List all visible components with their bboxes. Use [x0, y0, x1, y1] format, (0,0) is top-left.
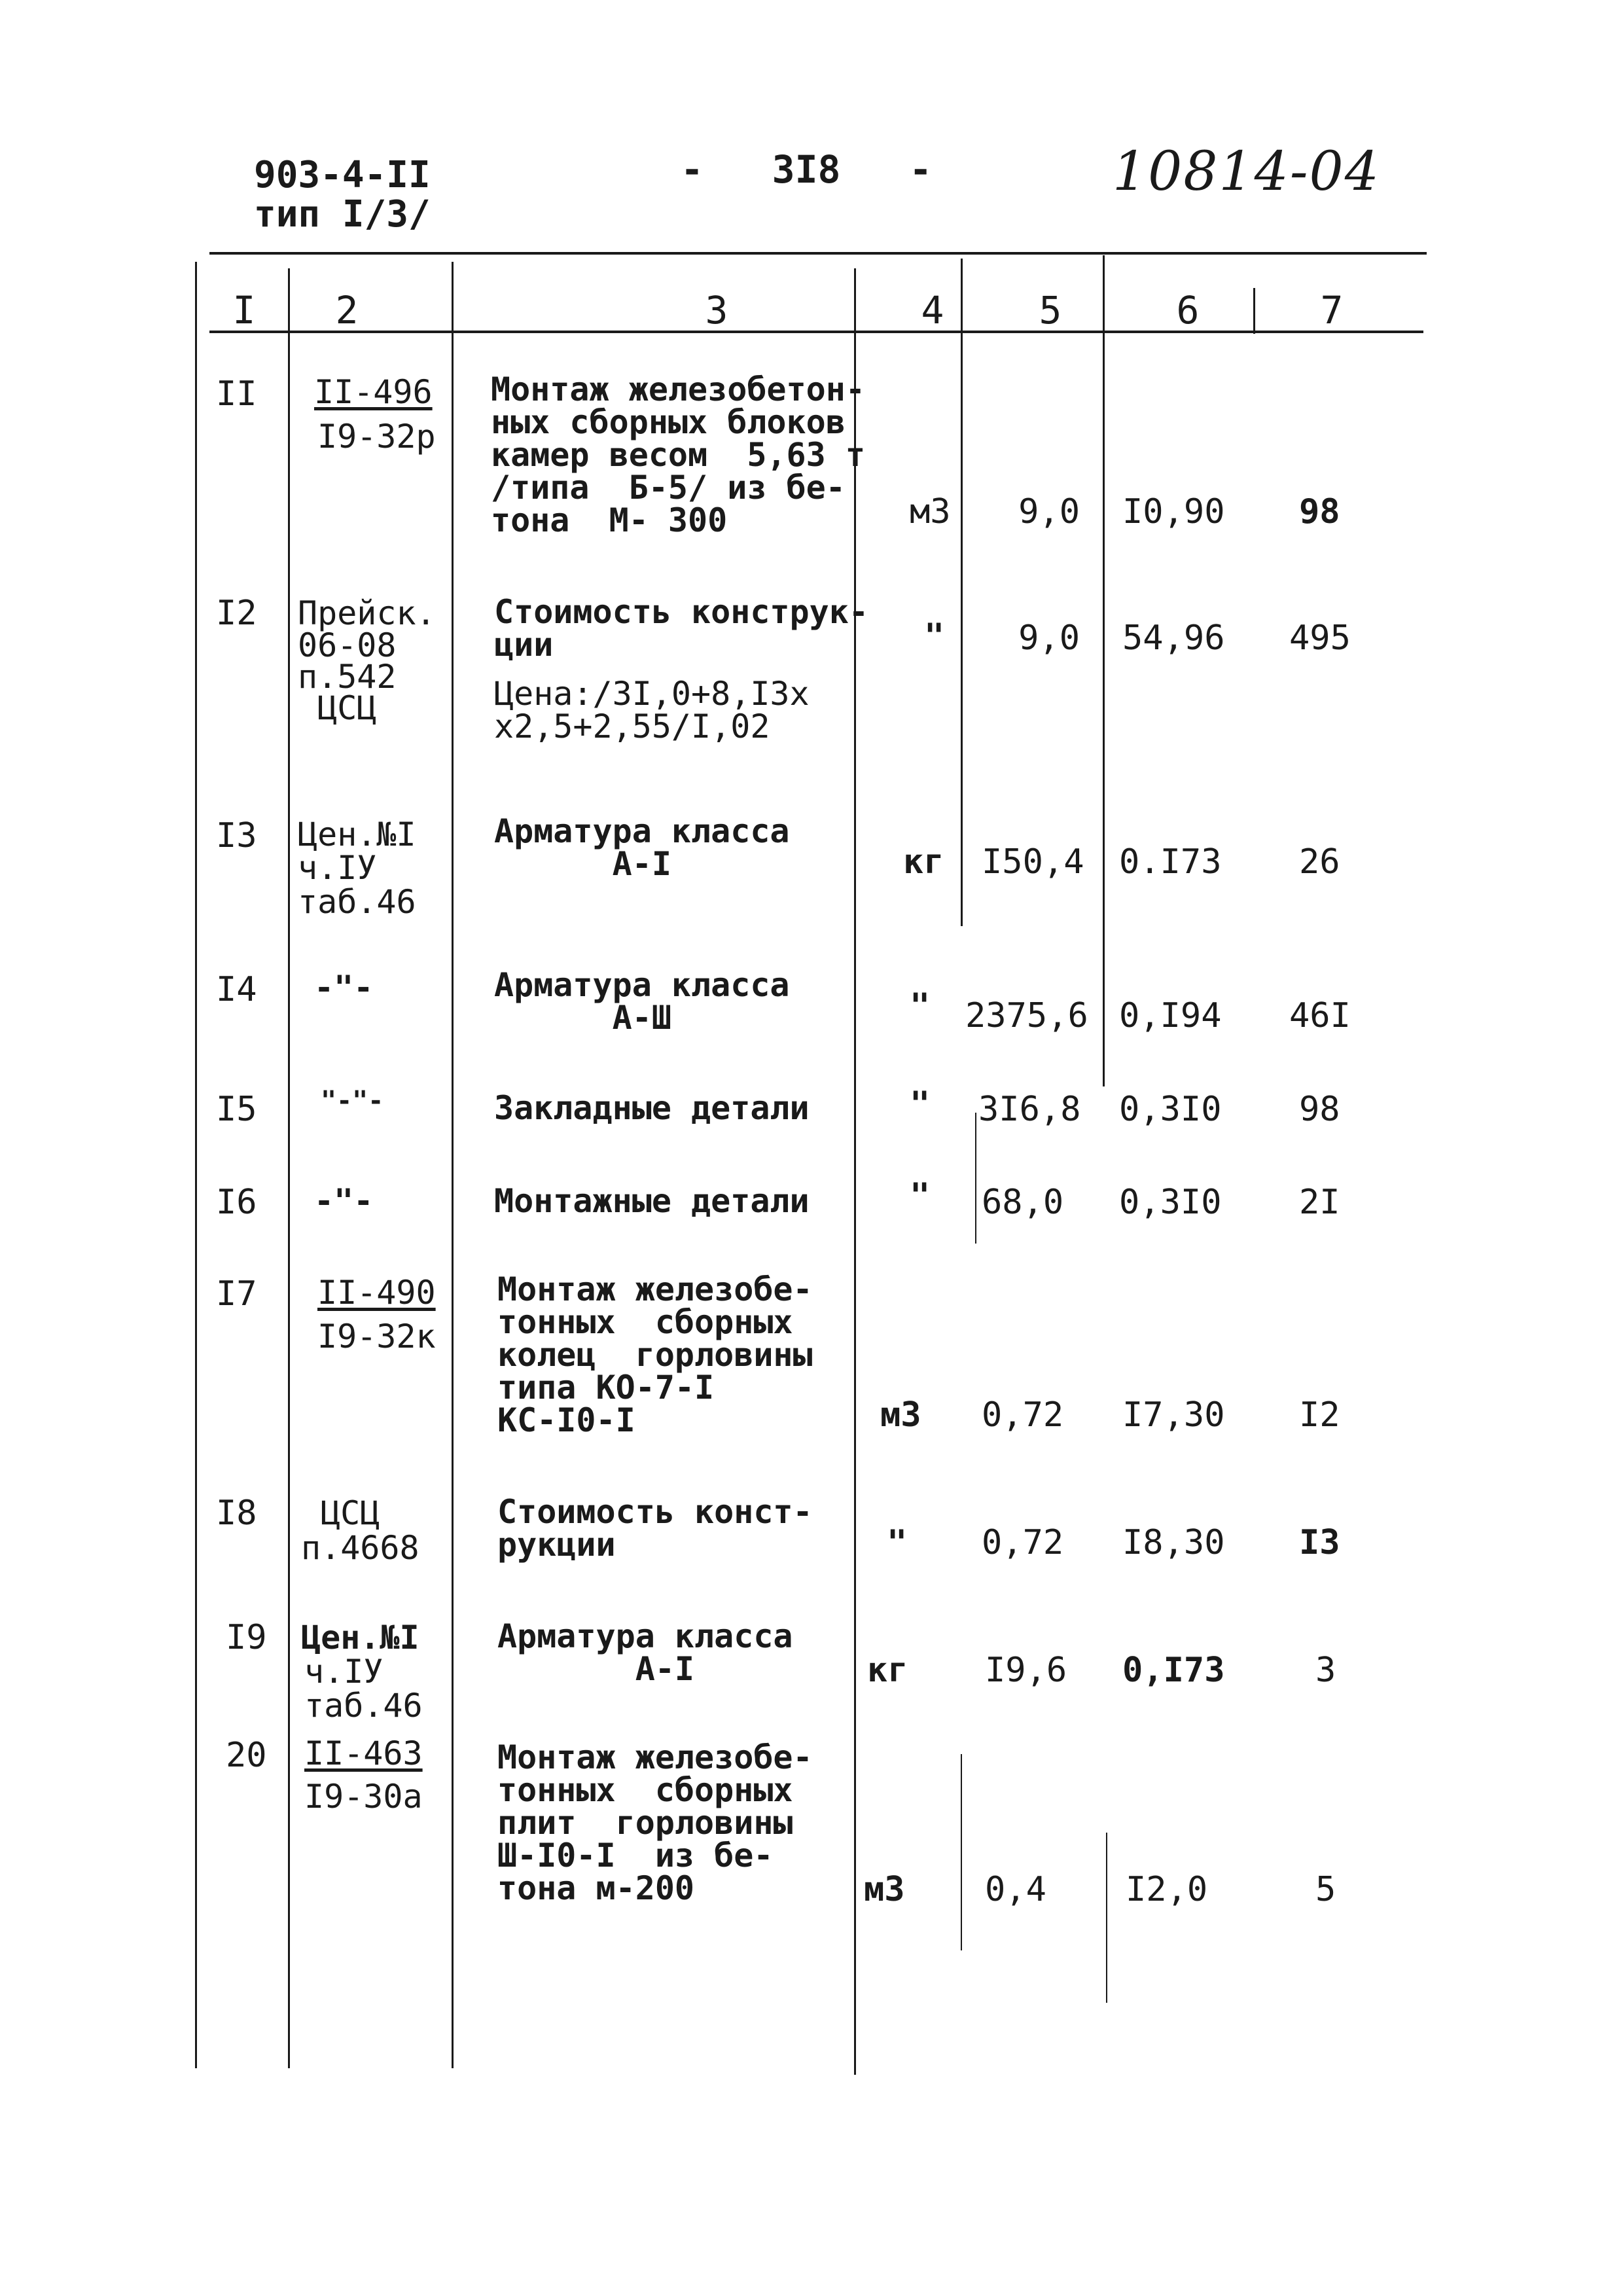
quantity: I9,6 [985, 1651, 1067, 1690]
column-divider-1 [288, 268, 290, 2068]
document-type: тип I/3/ [254, 193, 431, 236]
price-formula: Цена:/3I,0+8,I3x x2,5+2,55/I,02 [494, 675, 810, 745]
column-divider-5-fragment [1106, 1833, 1107, 2003]
work-description: Монтаж железобе- тонных сборных плит горловины Ш-I0-I из бе- тона м-200 [497, 1738, 813, 1907]
column-divider-6 [1253, 288, 1255, 334]
quantity: 9,0 [1018, 492, 1080, 531]
quantity: 2375,6 [965, 996, 1088, 1035]
column-number: 3 [705, 288, 728, 332]
unit-price: 0,I73 [1122, 1651, 1225, 1690]
total-cost: 5 [1315, 1870, 1336, 1909]
total-cost: 46I [1289, 996, 1351, 1035]
rate-code: II-490 [317, 1274, 436, 1312]
unit: м3 [910, 492, 951, 531]
page-number: - 3I8 - [681, 147, 933, 192]
unit-price: I8,30 [1122, 1523, 1225, 1562]
total-cost: 3 [1315, 1651, 1336, 1690]
rate-subcode: I9-30а [304, 1778, 423, 1816]
work-description: Арматура класса А-I [497, 1617, 793, 1688]
unit: кг [867, 1651, 908, 1690]
quantity: 0,72 [982, 1523, 1064, 1562]
column-divider-4 [961, 259, 963, 926]
table-left-border [195, 262, 197, 2068]
unit: м3 [880, 1395, 921, 1435]
total-cost: I2 [1299, 1395, 1340, 1435]
column-number: 5 [1039, 288, 1062, 332]
column-divider-3 [854, 268, 856, 2075]
unit: " [910, 1176, 931, 1215]
unit: м3 [864, 1870, 905, 1909]
rate-code: Цен.№I [301, 1619, 419, 1657]
column-divider-2 [452, 262, 454, 2068]
rate-subcode: ч.IУ таб.46 [304, 1653, 423, 1725]
table-header-rule [209, 331, 1423, 333]
total-cost: 98 [1299, 492, 1340, 531]
column-number: 2 [335, 288, 359, 332]
rate-code: II-463 [304, 1734, 423, 1772]
rate-subcode: I9-32к [317, 1318, 436, 1355]
work-description: Стоимость конст- рукции [497, 1493, 813, 1564]
rate-code: -"- [314, 1182, 374, 1220]
unit: " [910, 1085, 931, 1124]
work-description: Монтажные детали [494, 1182, 810, 1220]
rate-subcode: п.4668 [301, 1529, 419, 1567]
unit: " [924, 617, 945, 656]
unit-price: I0,90 [1122, 492, 1225, 531]
unit: кг [903, 842, 944, 882]
quantity: 0,72 [982, 1395, 1064, 1435]
unit-price: 0.I73 [1119, 842, 1222, 882]
column-number: 4 [921, 288, 944, 332]
unit: " [910, 986, 931, 1026]
row-number: I7 [216, 1274, 257, 1314]
unit-price: 0,3I0 [1119, 1090, 1222, 1129]
work-description: Стоимость конструк- ции [494, 593, 868, 664]
table-top-rule [209, 252, 1427, 255]
unit-price: 0,I94 [1119, 996, 1222, 1035]
total-cost: 2I [1299, 1183, 1340, 1222]
column-divider-5 [1103, 255, 1105, 1086]
quantity: I50,4 [982, 842, 1084, 882]
rate-code: "-"- [321, 1086, 384, 1116]
rate-subcode: ч.IУ таб.46 [298, 849, 416, 921]
row-number: I3 [216, 816, 257, 855]
rate-code: Прейск. [298, 594, 436, 632]
total-cost: I3 [1299, 1523, 1340, 1562]
unit-price: 0,3I0 [1119, 1183, 1222, 1222]
work-description: Арматура класса А-I [494, 812, 790, 883]
row-number: I9 [226, 1618, 267, 1657]
total-cost: 98 [1299, 1090, 1340, 1129]
work-description: Арматура класса А-Ш [494, 966, 790, 1037]
total-cost: 495 [1289, 619, 1351, 658]
row-number: 20 [226, 1736, 267, 1775]
document-code-block [254, 156, 431, 234]
rate-code: II-496 [314, 373, 433, 411]
unit-price: I2,0 [1126, 1870, 1208, 1909]
quantity: 68,0 [982, 1183, 1064, 1222]
column-number: I [232, 288, 256, 332]
quantity: 9,0 [1018, 619, 1080, 658]
rate-code: ЦСЦ [321, 1494, 380, 1532]
row-number: I8 [216, 1494, 257, 1533]
column-number: 7 [1320, 288, 1344, 332]
rate-subcode: 06-08 п.542 ЦСЦ [298, 626, 397, 727]
unit-price: 54,96 [1122, 619, 1225, 658]
total-cost: 26 [1299, 842, 1340, 882]
row-number: I6 [216, 1183, 257, 1222]
rate-subcode: I9-32р [317, 418, 436, 456]
work-description: Монтаж железобетон- ных сборных блоков камер весом 5,63 т /типа Б-5/ из бе- тона М- 300 [491, 370, 865, 539]
row-number: I5 [216, 1090, 257, 1129]
inventory-number: 10814-04 [1113, 141, 1380, 203]
quantity: 0,4 [985, 1870, 1046, 1909]
column-divider-5-fragment [975, 1113, 976, 1244]
row-number: II [216, 374, 257, 414]
rate-code: -"- [314, 969, 374, 1007]
unit: " [887, 1523, 908, 1562]
row-number: I4 [216, 970, 257, 1009]
quantity: 3I6,8 [978, 1090, 1081, 1129]
unit-price: I7,30 [1122, 1395, 1225, 1435]
document-code: 903-4-II [254, 154, 431, 196]
work-description: Закладные детали [494, 1089, 810, 1127]
column-number: 6 [1176, 288, 1200, 332]
row-number: I2 [216, 594, 257, 633]
work-description: Монтаж железобе- тонных сборных колец горловины типа КО-7-I КС-I0-I [497, 1270, 813, 1439]
column-divider-4-fragment [961, 1754, 962, 1950]
rate-code: Цен.№I [298, 816, 416, 853]
